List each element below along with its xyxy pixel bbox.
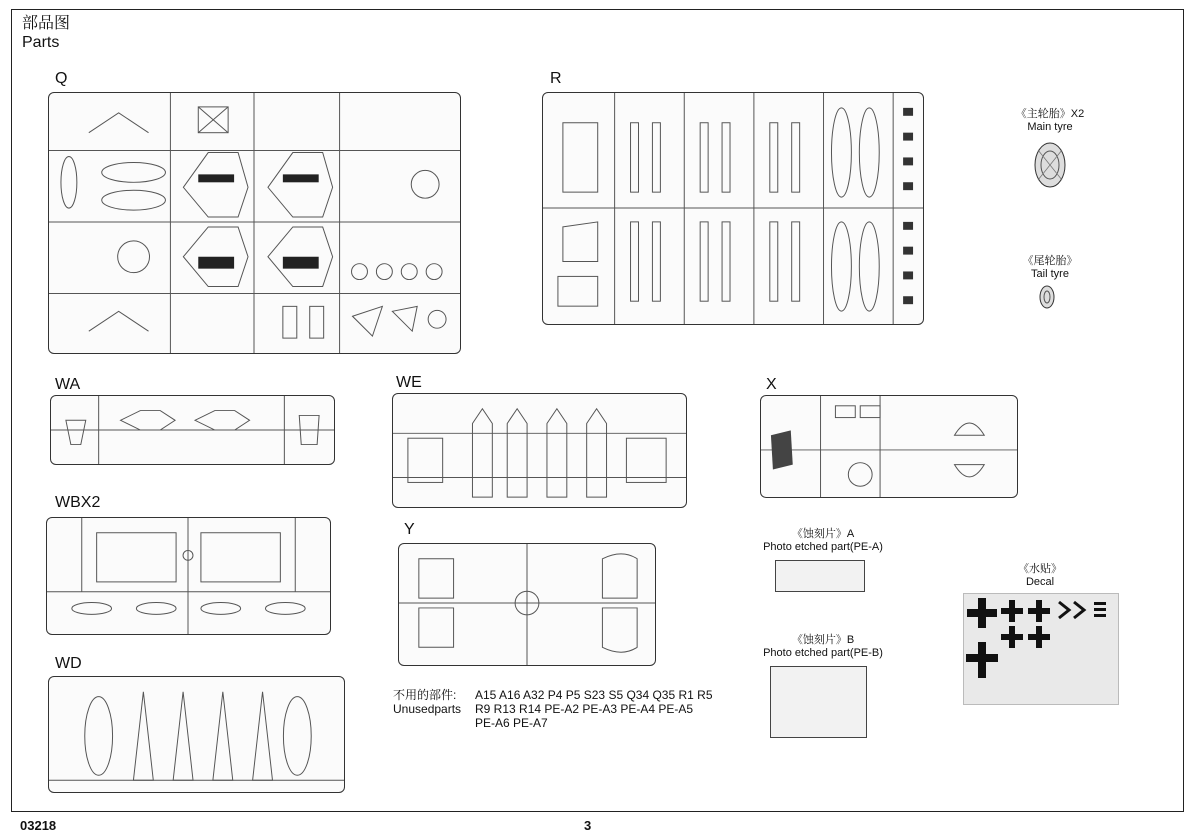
sprue-label-wd: WD: [55, 655, 82, 672]
sprue-x: [760, 395, 1018, 498]
parts-heading: [22, 14, 70, 52]
pe-a-en: Photo etched part(PE-A): [763, 541, 883, 553]
sprue-x-drawing: [761, 396, 1017, 497]
pe-b-zh: 《蚀刻片》B: [791, 634, 855, 646]
tail-tyre-en: Tail tyre: [1031, 268, 1069, 280]
pe-b-caption: [748, 634, 898, 660]
sprue-q-drawing: [49, 93, 460, 353]
tail-tyre-icon: [1037, 283, 1057, 311]
sprue-label-wbx2: WBX2: [55, 494, 101, 511]
sprue-wbx2: [46, 517, 331, 635]
sprue-label-we: WE: [396, 374, 422, 391]
pe-a-zh: 《蚀刻片》A: [791, 528, 855, 540]
sprue-label-wa: WA: [55, 376, 81, 393]
sprue-we: [392, 393, 687, 508]
sprue-q: [48, 92, 461, 354]
parts-heading-zh: 部品图: [22, 15, 71, 32]
sprue-label-x: X: [766, 376, 777, 393]
decal-sheet: [963, 593, 1119, 705]
sprue-label-y: Y: [404, 521, 415, 538]
sprue-label-q: Q: [55, 70, 68, 87]
sprue-wd-drawing: [49, 677, 344, 792]
sprue-we-drawing: [393, 394, 686, 507]
tail-tyre-zh: 《尾轮胎》: [1022, 255, 1078, 267]
sprue-r: [542, 92, 924, 325]
unused-parts-label-zh: 不用的部件:: [393, 688, 457, 702]
sprue-r-drawing: [543, 93, 923, 324]
decal-caption: [990, 563, 1090, 589]
sprue-y-drawing: [399, 544, 655, 665]
main-tyre-en: Main tyre: [1027, 121, 1073, 133]
product-code: 03218: [20, 818, 57, 833]
unused-parts-list: A15 A16 A32 P4 P5 S23 S5 Q34 Q35 R1 R5 R9 R13 R14 PE-A2 PE-A3 PE-A4 PE-A5 PE-A6 PE-A7: [475, 688, 713, 730]
page-number: 3: [584, 818, 592, 833]
pe-b-fret: [770, 666, 867, 738]
unused-parts-label-en: Unusedparts: [393, 702, 462, 716]
main-tyre-icon: [1030, 140, 1070, 190]
pe-a-fret: [775, 560, 865, 592]
sprue-label-r: R: [550, 70, 562, 87]
decal-drawing: [964, 594, 1118, 704]
sprue-wd: [48, 676, 345, 793]
pe-a-caption: [748, 528, 898, 554]
sprue-wa: [50, 395, 335, 465]
main-tyre-caption: [1000, 108, 1100, 134]
decal-zh: 《水贴》: [1018, 563, 1062, 575]
main-tyre-zh: 《主轮胎》X2: [1015, 108, 1085, 120]
pe-b-en: Photo etched part(PE-B): [763, 647, 883, 659]
unused-parts-label: [393, 688, 468, 716]
parts-heading-en: Parts: [22, 34, 60, 51]
tail-tyre-caption: [1000, 255, 1100, 281]
sprue-wbx2-drawing: [47, 518, 330, 634]
sprue-y: [398, 543, 656, 666]
decal-en: Decal: [1025, 576, 1055, 588]
sprue-wa-drawing: [51, 396, 334, 464]
